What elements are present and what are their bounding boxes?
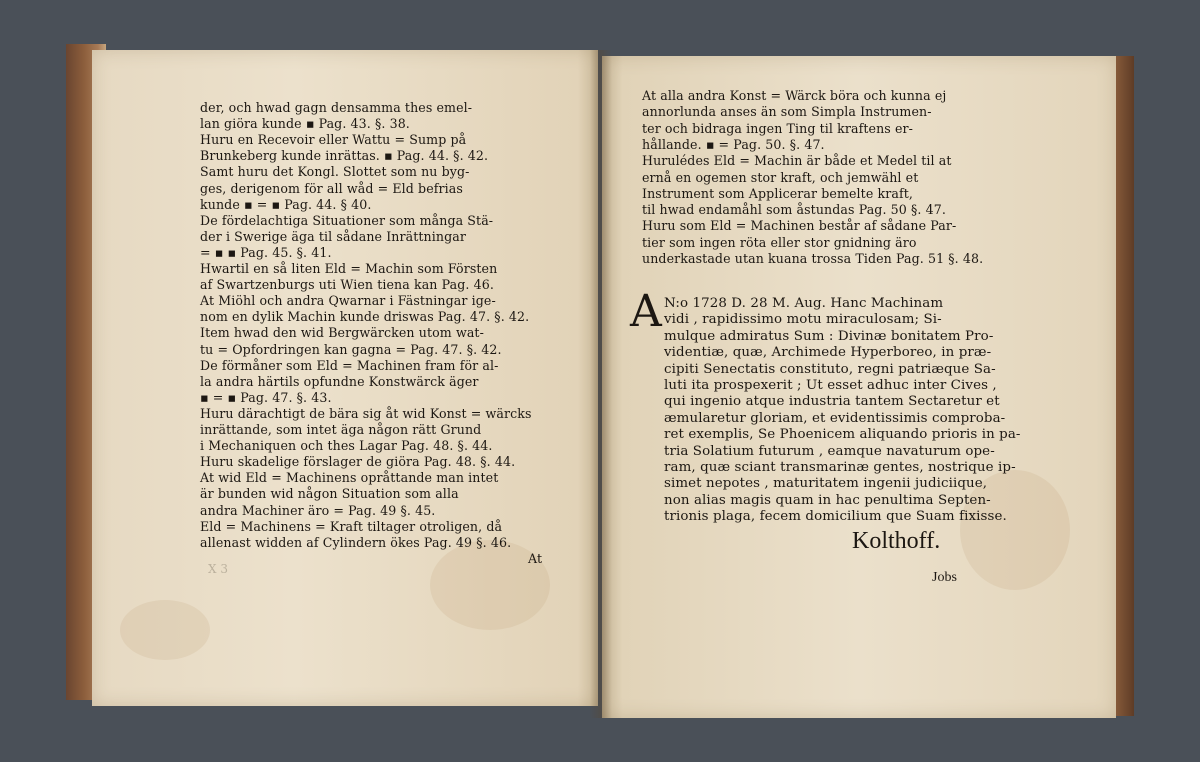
text-line: æmularetur gloriam, et evidentissimis comproba- xyxy=(664,410,1006,426)
text-line: ter och bidraga ingen Ting til kraftens er- xyxy=(642,120,913,136)
text-line: nom en dylik Machin kunde driswas Pag. 47. §. 42. xyxy=(200,309,530,325)
text-line: Hwartil en så liten Eld = Machin som Försten xyxy=(200,261,498,276)
text-line: De förmåner som Eld = Machinen fram för al- xyxy=(200,357,499,373)
text-line: allenast widden af Cylindern ökes Pag. 49 §. 46. xyxy=(200,534,512,550)
text-line: At alla andra Konst = Wärck böra och kunna ej xyxy=(642,88,947,103)
signature-kolthoff: Kolthoff. xyxy=(852,528,941,554)
text-line: simet nepotes , maturitatem ingenii judiciique, xyxy=(664,476,988,492)
text-line: videntiæ, quæ, Archimede Hyperboreo, in præ- xyxy=(664,345,992,361)
text-line: annorlunda anses än som Simpla Instrumen- xyxy=(642,104,932,120)
catchword: Jobs xyxy=(932,570,957,585)
text-line: der i Swerige äga til sådane Inrättningar xyxy=(200,228,466,244)
text-line: Samt huru det Kongl. Slottet som nu byg- xyxy=(200,164,470,180)
text-line: lan giöra kunde ▪ Pag. 43. §. 38. xyxy=(200,116,410,132)
text-line: N:o 1728 D. 28 M. Aug. Hanc Machinam xyxy=(664,296,944,311)
text-line: ram, quæ sciant transmarinæ gentes, nostrique ip- xyxy=(664,460,1016,475)
text-line: är bunden wid någon Situation som alla xyxy=(200,486,459,502)
text-line: ernå en ogemen stor kraft, och jemwähl et xyxy=(642,169,919,185)
text-line: De fördelachtiga Situationer som många Stä- xyxy=(200,212,494,228)
text-line: Instrument som Applicerar bemelte kraft, xyxy=(642,185,913,201)
text-line: trionis plaga, fecem domicilium que Suam fixisse. xyxy=(664,509,1007,525)
text-line: ▪ = ▪ Pag. 47. §. 43. xyxy=(200,389,332,405)
text-line: Eld = Machinens = Kraft tiltager otroligen, då xyxy=(200,518,503,534)
page-stain xyxy=(120,600,210,660)
text-line: luti ita prospexerit ; Ut esset adhuc inter Cives , xyxy=(664,378,997,393)
text-line: vidi , rapidissimo motu miraculosam; Si- xyxy=(664,312,942,328)
text-line: non alias magis quam in hac penultima Septen- xyxy=(664,492,991,508)
text-line: andra Machiner äro = Pag. 49 §. 45. xyxy=(200,502,436,518)
text-line: qui ingenio atque industria tantem Sectaretur et xyxy=(664,394,1000,410)
drop-cap-letter: A xyxy=(630,286,662,337)
text-line: inrättande, som intet äga någon rätt Grund xyxy=(200,422,482,437)
text-line: At xyxy=(528,550,543,566)
text-line: til hwad endamåhl som åstundas Pag. 50 §. 47. xyxy=(642,202,946,218)
text-line: i Mechaniquen och thes Lagar Pag. 48. §. 44. xyxy=(200,438,493,454)
text-line: Huru en Recevoir eller Wattu = Sump på xyxy=(200,132,467,148)
text-line: = ▪ ▪ Pag. 45. §. 41. xyxy=(200,244,332,260)
text-line: mulque admiratus Sum : Divinæ bonitatem Pro- xyxy=(664,328,994,344)
text-line: At Miöhl och andra Qwarnar i Fästningar ige- xyxy=(200,293,496,309)
text-line: Huru skadelige förslager de giöra Pag. 48. §. 44. xyxy=(200,454,516,470)
text-line: tier som ingen röta eller stor gnidning äro xyxy=(642,234,917,250)
text-line: af Swartzenburgs uti Wien tiena kan Pag. 46. xyxy=(200,277,494,293)
text-line: Hurulédes Eld = Machin är både et Medel til at xyxy=(642,153,952,169)
text-line: underkastade utan kuana trossa Tiden Pag. 51 §. 48. xyxy=(642,251,984,266)
text-line: kunde ▪ = ▪ Pag. 44. § 40. xyxy=(200,196,372,212)
text-line: ges, derigenom för all wåd = Eld befrias xyxy=(200,180,463,196)
faint-bleed-through: X 3 xyxy=(208,562,228,576)
text-line: Huru som Eld = Machinen består af sådane Par- xyxy=(642,218,957,234)
text-line: Item hwad den wid Bergwärcken utom wat- xyxy=(200,325,484,341)
text-line: Huru därachtigt de bära sig åt wid Konst = wärcks xyxy=(200,405,532,421)
text-line: la andra härtils opfundne Konstwärck äger xyxy=(200,373,479,389)
text-line: Brunkeberg kunde inrättas. ▪ Pag. 44. §. 42. xyxy=(200,148,489,164)
text-line: At wid Eld = Machinens opråttande man intet xyxy=(200,470,499,486)
book-gutter xyxy=(590,50,612,718)
text-line: tria Solatium futurum , eamque navaturum ope- xyxy=(664,443,995,459)
text-line: ret exemplis, Se Phoenicem aliquando prioris in pa- xyxy=(664,427,1021,443)
text-line: hållande. ▪ = Pag. 50. §. 47. xyxy=(642,136,825,152)
text-line: der, och hwad gagn densamma thes emel- xyxy=(200,100,473,115)
text-line: cipiti Senectatis constituto, regni patriæque Sa- xyxy=(664,361,996,377)
text-line: tu = Opfordringen kan gagna = Pag. 47. §. 42. xyxy=(200,341,502,357)
